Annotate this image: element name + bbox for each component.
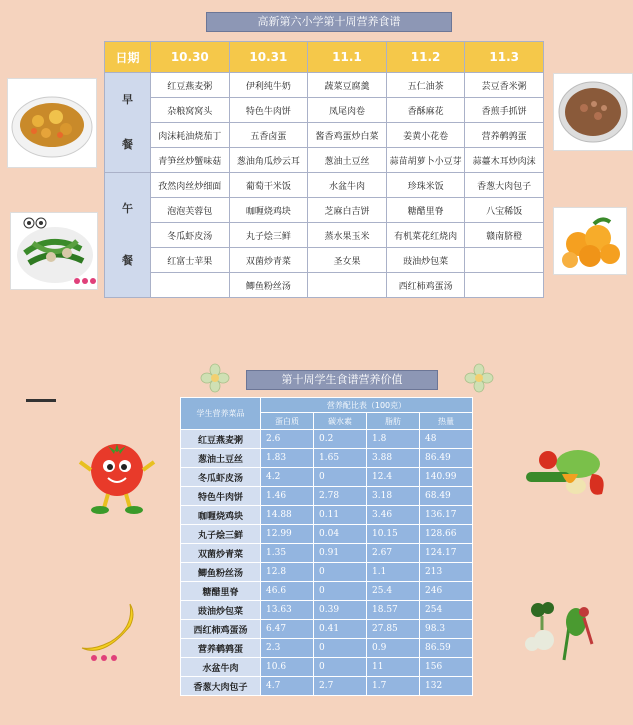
dish-name: 冬瓜虾皮汤: [181, 468, 261, 487]
nutrition-table: [180, 397, 473, 696]
lunch-dish: 鲫鱼粉丝汤: [229, 273, 308, 298]
nutrient-value: 48: [420, 430, 473, 449]
nutrient-value: 25.4: [367, 582, 420, 601]
lunch-dish: 葡萄干米饭: [229, 173, 308, 198]
breakfast-dish: 香酥麻花: [386, 98, 465, 123]
breakfast-dish: 杂粮窝窝头: [151, 98, 230, 123]
flower-icon: [200, 363, 230, 393]
breakfast-dish: 蒜苗胡萝卜小豆芽: [386, 148, 465, 173]
header-day: 11.3: [465, 42, 544, 73]
header-day: 11.2: [386, 42, 465, 73]
lunch-dish: 香葱大肉包子: [465, 173, 544, 198]
lunch-dish: 珍珠米饭: [386, 173, 465, 198]
nutrient-value: 12.99: [261, 525, 314, 544]
lunch-dish: 西红柿鸡蛋汤: [386, 273, 465, 298]
breakfast-dish: 五香卤蛋: [229, 123, 308, 148]
header-protein: 蛋白质: [261, 413, 314, 430]
nutrient-value: 2.6: [261, 430, 314, 449]
nutrient-value: 12.4: [367, 468, 420, 487]
header-calorie: 热量: [420, 413, 473, 430]
nutrient-value: 0: [314, 658, 367, 677]
broccoli-icon: [514, 600, 606, 662]
dish-name: 咖喱烧鸡块: [181, 506, 261, 525]
nutrient-value: 4.7: [261, 677, 314, 696]
oranges-photo: [553, 207, 627, 275]
tomato-mascot-icon: [72, 432, 162, 518]
nutrient-value: 136.17: [420, 506, 473, 525]
nutrition-row: [181, 582, 473, 601]
nutrition-row: [181, 449, 473, 468]
nutrient-value: 2.67: [367, 544, 420, 563]
breakfast-label-char: 餐: [122, 137, 133, 151]
nutrient-value: 86.49: [420, 449, 473, 468]
nutrient-value: 0.91: [314, 544, 367, 563]
breakfast-dish: 蒜薹木耳炒肉沫: [465, 148, 544, 173]
nutrient-value: 124.17: [420, 544, 473, 563]
porridge-photo: [553, 73, 633, 151]
nutrient-value: 0.9: [367, 639, 420, 658]
nutrient-value: 13.63: [261, 601, 314, 620]
breakfast-dish: 葱油土豆丝: [308, 148, 387, 173]
nutrient-value: 2.3: [261, 639, 314, 658]
breakfast-dish: 五仁油茶: [386, 73, 465, 98]
dish-name: 营养鹌鹑蛋: [181, 639, 261, 658]
nutrient-value: 0: [314, 563, 367, 582]
nutrient-value: 0.2: [314, 430, 367, 449]
header-date: 日期: [105, 42, 151, 73]
lunch-label-char: 午: [122, 201, 133, 215]
nutrition-row: [181, 620, 473, 639]
nutrient-value: 4.2: [261, 468, 314, 487]
lunch-dish: [151, 273, 230, 298]
nutrient-value: 18.57: [367, 601, 420, 620]
nutrient-value: 0.41: [314, 620, 367, 639]
lunch-label: [105, 173, 151, 298]
lunch-dish: 丸子烩三鲜: [229, 223, 308, 248]
nutrient-value: 1.35: [261, 544, 314, 563]
nutrient-value: 1.1: [367, 563, 420, 582]
breakfast-dish: 营养鹌鹑蛋: [465, 123, 544, 148]
nutrient-value: 46.6: [261, 582, 314, 601]
nutrient-value: 128.66: [420, 525, 473, 544]
nutrition-row: [181, 430, 473, 449]
lunch-dish: 赣南脐橙: [465, 223, 544, 248]
nutrient-value: 140.99: [420, 468, 473, 487]
nutrient-value: 1.7: [367, 677, 420, 696]
lunch-dish: 红富士苹果: [151, 248, 230, 273]
vegetables-icon: [518, 444, 614, 500]
breakfast-dish: 特色牛肉饼: [229, 98, 308, 123]
breakfast-dish: 蔬菜豆腐羹: [308, 73, 387, 98]
dish-name: 特色牛肉饼: [181, 487, 261, 506]
nutrient-value: 86.59: [420, 639, 473, 658]
nutrient-value: 10.15: [367, 525, 420, 544]
header-ratio: 营养配比表（100克）: [261, 398, 473, 413]
nutrient-value: 3.88: [367, 449, 420, 468]
nutrition-row: [181, 544, 473, 563]
nutrient-value: 0.11: [314, 506, 367, 525]
lunch-dish: 芝麻白吉饼: [308, 198, 387, 223]
lunch-label-char: 餐: [122, 254, 133, 267]
lunch-dish: 冬瓜虾皮汤: [151, 223, 230, 248]
breakfast-label-char: 早: [122, 93, 133, 107]
header-day: 10.30: [151, 42, 230, 73]
header-day: 11.1: [308, 42, 387, 73]
lunch-dish: 糖醋里脊: [386, 198, 465, 223]
lunch-dish: 蒸水果玉米: [308, 223, 387, 248]
nutrient-value: 1.83: [261, 449, 314, 468]
nutrient-value: 132: [420, 677, 473, 696]
breakfast-dish: 葱油角瓜炒云耳: [229, 148, 308, 173]
dish-name: 双菌炒青菜: [181, 544, 261, 563]
dish-name: 丸子烩三鲜: [181, 525, 261, 544]
nutrient-value: 3.18: [367, 487, 420, 506]
dish-name: 鲫鱼粉丝汤: [181, 563, 261, 582]
breakfast-dish: 酱香鸡蛋炒白菜: [308, 123, 387, 148]
nutrient-value: 254: [420, 601, 473, 620]
lunch-dish: 泡泡芙蓉包: [151, 198, 230, 223]
nutrient-value: 246: [420, 582, 473, 601]
nutrient-value: 0: [314, 582, 367, 601]
nutrient-value: 213: [420, 563, 473, 582]
breakfast-dish: 姜黄小花卷: [386, 123, 465, 148]
nutrition-row: [181, 639, 473, 658]
dish-name: 香葱大肉包子: [181, 677, 261, 696]
vegetable-dish-photo: [10, 212, 98, 290]
dish-name: 红豆燕麦粥: [181, 430, 261, 449]
lunch-row: [105, 273, 544, 298]
menu-title: 高新第六小学第十周营养食谱: [206, 12, 452, 32]
header-carb: 碳水素: [314, 413, 367, 430]
nutrient-value: 6.47: [261, 620, 314, 639]
nutrient-value: 1.46: [261, 487, 314, 506]
nutrient-value: 0: [314, 639, 367, 658]
lunch-dish: 双菌炒青菜: [229, 248, 308, 273]
breakfast-dish: 凤尾肉卷: [308, 98, 387, 123]
lunch-dish: 圣女果: [308, 248, 387, 273]
lunch-dish: [308, 273, 387, 298]
nutrient-value: 27.85: [367, 620, 420, 639]
dish-name: 葱油土豆丝: [181, 449, 261, 468]
header-fat: 脂肪: [367, 413, 420, 430]
lunch-row: [105, 173, 544, 198]
nutrient-value: 11: [367, 658, 420, 677]
nutrient-value: 98.3: [420, 620, 473, 639]
lunch-dish: 咖喱烧鸡块: [229, 198, 308, 223]
weekly-menu-table: [104, 41, 544, 298]
nutrition-row: [181, 525, 473, 544]
lunch-row: [105, 248, 544, 273]
nutrient-value: 68.49: [420, 487, 473, 506]
lunch-dish: 水盆牛肉: [308, 173, 387, 198]
breakfast-dish: 芸豆香米粥: [465, 73, 544, 98]
nutrition-title: 第十周学生食谱营养价值: [246, 370, 438, 390]
lunch-dish: 有机菜花红烧肉: [386, 223, 465, 248]
nutrient-value: 12.8: [261, 563, 314, 582]
nutrient-value: 1.8: [367, 430, 420, 449]
breakfast-dish: 香煎手抓饼: [465, 98, 544, 123]
divider-dash: [26, 399, 56, 402]
nutrition-row: [181, 487, 473, 506]
breakfast-dish: 红豆燕麦粥: [151, 73, 230, 98]
nutrient-value: 2.78: [314, 487, 367, 506]
nutrient-value: 10.6: [261, 658, 314, 677]
breakfast-dish: 青笋丝炒蟹味菇: [151, 148, 230, 173]
nutrient-value: 1.65: [314, 449, 367, 468]
nutrient-value: 3.46: [367, 506, 420, 525]
dish-name: 豉油炒包菜: [181, 601, 261, 620]
nutrition-row: [181, 601, 473, 620]
lunch-dish: 豉油炒包菜: [386, 248, 465, 273]
lunch-row: [105, 223, 544, 248]
nutrition-row: [181, 677, 473, 696]
dish-name: 水盆牛肉: [181, 658, 261, 677]
header-day: 10.31: [229, 42, 308, 73]
nutrition-row: [181, 563, 473, 582]
breakfast-dish: 伊利纯牛奶: [229, 73, 308, 98]
nutrition-row: [181, 506, 473, 525]
nutrition-row: [181, 658, 473, 677]
lunch-dish: [465, 248, 544, 273]
curry-dish-photo: [7, 78, 97, 168]
lunch-dish: 孜然肉丝炒细面: [151, 173, 230, 198]
lunch-dish: 八宝稀饭: [465, 198, 544, 223]
header-dish: 学生营养菜品: [181, 398, 261, 430]
breakfast-dish: 肉沫耗油烧茄丁: [151, 123, 230, 148]
breakfast-row: [105, 148, 544, 173]
dish-name: 糖醋里脊: [181, 582, 261, 601]
breakfast-row: [105, 98, 544, 123]
nutrient-value: 0.39: [314, 601, 367, 620]
nutrient-value: 14.88: [261, 506, 314, 525]
lunch-row: [105, 198, 544, 223]
lunch-dish: [465, 273, 544, 298]
breakfast-row: [105, 73, 544, 98]
breakfast-label: [105, 73, 151, 173]
flower-icon: [464, 363, 494, 393]
dish-name: 西红柿鸡蛋汤: [181, 620, 261, 639]
nutrition-row: [181, 468, 473, 487]
nutrient-value: 0: [314, 468, 367, 487]
banana-icon: [74, 598, 144, 662]
nutrient-value: 156: [420, 658, 473, 677]
nutrient-value: 0.04: [314, 525, 367, 544]
breakfast-row: [105, 123, 544, 148]
nutrient-value: 2.7: [314, 677, 367, 696]
